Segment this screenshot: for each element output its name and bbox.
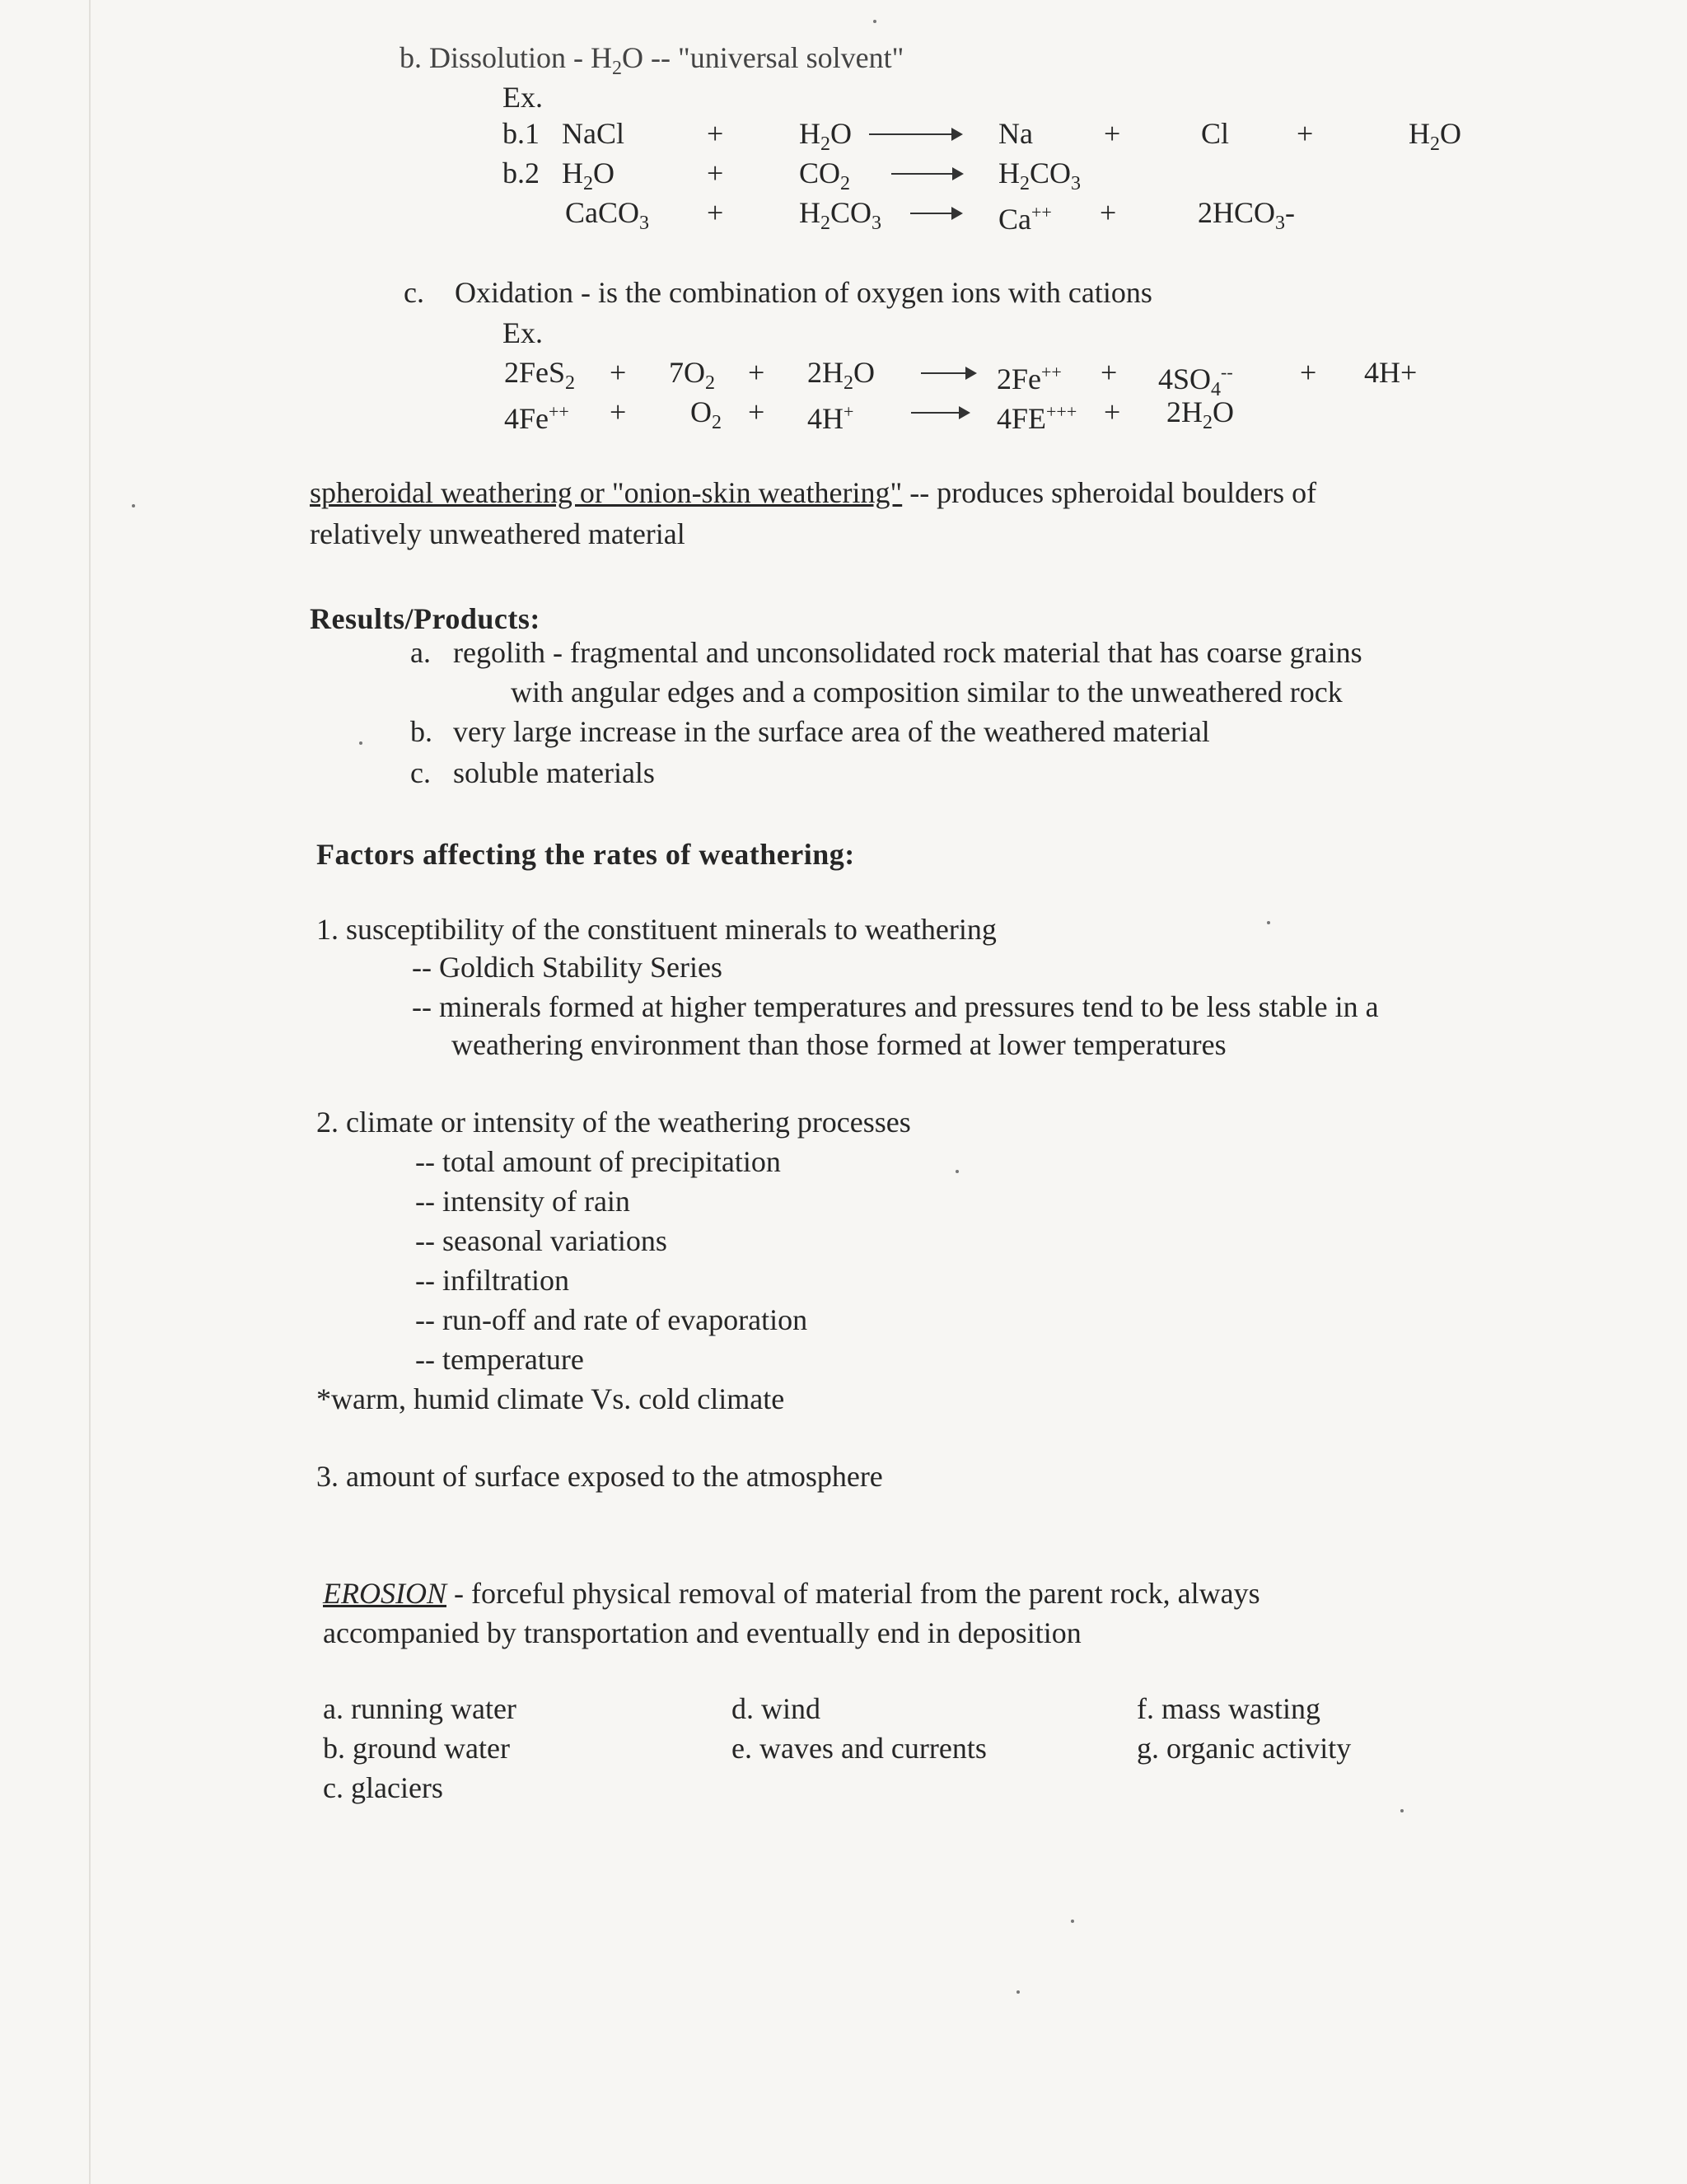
- plus-sign: +: [610, 395, 627, 428]
- erosion-line: [323, 1575, 1260, 1611]
- factor-2-detail: -- temperature: [415, 1343, 584, 1376]
- spheroidal-description: -- produces spheroidal boulders of: [902, 476, 1317, 509]
- plus-sign: +: [707, 157, 724, 189]
- plus-sign: +: [1104, 117, 1121, 150]
- oxidation-definition: Oxidation - is the combination of oxygen ions with cations: [455, 276, 1152, 309]
- reactant-o2: $O_2$: [690, 395, 722, 434]
- reactant-co2: $CO_2$: [799, 157, 851, 195]
- product-cl: Cl: [1201, 117, 1230, 150]
- scan-speck: [1400, 1809, 1404, 1812]
- plus-sign: +: [748, 356, 765, 389]
- factor-2-detail: -- run-off and rate of evaporation: [415, 1303, 808, 1336]
- product-fe: 4FE+++: [997, 401, 1077, 435]
- result-regolith-continued: with angular edges and a composition similar to the unweathered rock: [511, 676, 1343, 709]
- factor-2-note: *warm, humid climate Vs. cold climate: [316, 1382, 785, 1415]
- plus-sign: +: [1104, 395, 1121, 428]
- list-item-label: c.: [410, 756, 431, 789]
- reactant-nacl: NaCl: [562, 117, 624, 150]
- dissolution-label: b.: [400, 41, 422, 74]
- reactant-fes2: 2FeS$_2$: [504, 356, 576, 395]
- dash: -: [573, 41, 584, 74]
- dash: --: [651, 41, 671, 74]
- erosion-agent: e. waves and currents: [731, 1732, 987, 1765]
- erosion-agent: f. mass wasting: [1137, 1692, 1320, 1725]
- reactant-fe: 4Fe++: [504, 401, 569, 435]
- product-fe: 2Fe++: [997, 362, 1062, 395]
- reaction-b2-label: b.2: [502, 157, 540, 189]
- reactant-o2: $7O_2$: [669, 356, 715, 395]
- scan-speck: [1016, 1990, 1020, 1994]
- scan-speck: [956, 1170, 959, 1173]
- reaction-arrow: [921, 372, 972, 374]
- product-ca: Ca++: [998, 202, 1052, 236]
- plus-sign: +: [1100, 196, 1117, 229]
- scan-speck: [873, 20, 876, 23]
- result-soluble-materials: soluble materials: [453, 756, 655, 789]
- reactant-h2co3: $H_2CO_3$: [799, 196, 882, 235]
- factor-2-detail: -- infiltration: [415, 1264, 569, 1297]
- erosion-agent: b. ground water: [323, 1732, 510, 1765]
- reaction-b1-label: b.1: [502, 117, 540, 150]
- factor-2-detail: -- intensity of rain: [415, 1185, 630, 1218]
- plus-sign: +: [610, 356, 627, 389]
- plus-sign: +: [1297, 117, 1314, 150]
- result-surface-area: very large increase in the surface area of the weathered material: [453, 715, 1210, 748]
- scan-speck: [1267, 921, 1270, 924]
- factor-2: 2. climate or intensity of the weathering processes: [316, 1106, 911, 1139]
- erosion-definition: - forceful physical removal of material from the parent rock, always: [446, 1577, 1260, 1610]
- product-na: Na: [998, 117, 1033, 150]
- plus-sign: +: [1300, 356, 1317, 389]
- erosion-agent: g. organic activity: [1137, 1732, 1352, 1765]
- product-h2o: $2H_2O$: [1166, 395, 1234, 434]
- reactant-caco3: CaCO$_3$: [565, 196, 649, 235]
- list-item-label: b.: [410, 715, 432, 748]
- plus-sign: +: [707, 196, 724, 229]
- reactant-h2o: $H_2O$: [562, 157, 615, 195]
- dissolution-title: Dissolution: [429, 41, 567, 74]
- erosion-term: EROSION: [323, 1577, 446, 1610]
- scan-speck: [359, 741, 362, 745]
- reactant-h: 4H+: [807, 401, 854, 435]
- spheroidal-term: spheroidal weathering or "onion-skin weathering": [310, 476, 903, 509]
- factor-1-detail: -- Goldich Stability Series: [412, 951, 722, 984]
- example-label: Ex.: [502, 81, 543, 114]
- reaction-arrow: [911, 412, 965, 414]
- water-formula: $H_2O$: [591, 41, 644, 80]
- product-so4: $4SO_4^{--}$: [1158, 362, 1233, 401]
- factor-2-detail: -- seasonal variations: [415, 1224, 667, 1257]
- result-regolith: regolith - fragmental and unconsolidated rock material that has coarse grains: [453, 636, 1362, 669]
- factor-1-detail-continued: weathering environment than those formed at lower temperatures: [451, 1028, 1227, 1061]
- factors-heading: Factors affecting the rates of weathering:: [316, 838, 855, 871]
- erosion-agent: c. glaciers: [323, 1771, 443, 1804]
- spheroidal-description-continued: relatively unweathered material: [310, 517, 685, 550]
- product-hco3: $2HCO_3-$: [1198, 196, 1296, 235]
- list-item-label: a.: [410, 636, 431, 669]
- plus-sign: +: [1101, 356, 1118, 389]
- plus-sign: +: [748, 395, 765, 428]
- factor-1: 1. susceptibility of the constituent minerals to weathering: [316, 913, 997, 946]
- scan-speck: [132, 504, 135, 507]
- factor-3: 3. amount of surface exposed to the atmosphere: [316, 1460, 883, 1493]
- spheroidal-line: [310, 475, 1316, 511]
- oxidation-label: c.: [404, 276, 424, 309]
- example-label: Ex.: [502, 316, 543, 349]
- product-h2co3: $H_2CO_3$: [998, 157, 1082, 195]
- plus-sign: +: [707, 117, 724, 150]
- erosion-agent: a. running water: [323, 1692, 516, 1725]
- factor-2-detail: -- total amount of precipitation: [415, 1145, 781, 1178]
- reaction-arrow: [869, 133, 958, 135]
- erosion-agent: d. wind: [731, 1692, 820, 1725]
- product-h: 4H+: [1364, 356, 1418, 389]
- results-heading: Results/Products:: [310, 602, 540, 635]
- factor-1-detail: -- minerals formed at higher temperatures and pressures tend to be less stable in a: [412, 990, 1379, 1023]
- product-h2o: $H_2O$: [1409, 117, 1461, 156]
- reactant-h2o: $H_2O$: [799, 117, 852, 156]
- erosion-definition-continued: accompanied by transportation and eventually end in deposition: [323, 1616, 1082, 1649]
- reactant-h2o: $2H_2O$: [807, 356, 875, 395]
- reaction-arrow: [891, 173, 959, 175]
- scan-speck: [1071, 1920, 1074, 1923]
- dissolution-header: [400, 40, 904, 87]
- universal-solvent-note: "universal solvent": [678, 41, 904, 74]
- binding-margin-line: [89, 0, 91, 2184]
- reaction-arrow: [910, 213, 958, 214]
